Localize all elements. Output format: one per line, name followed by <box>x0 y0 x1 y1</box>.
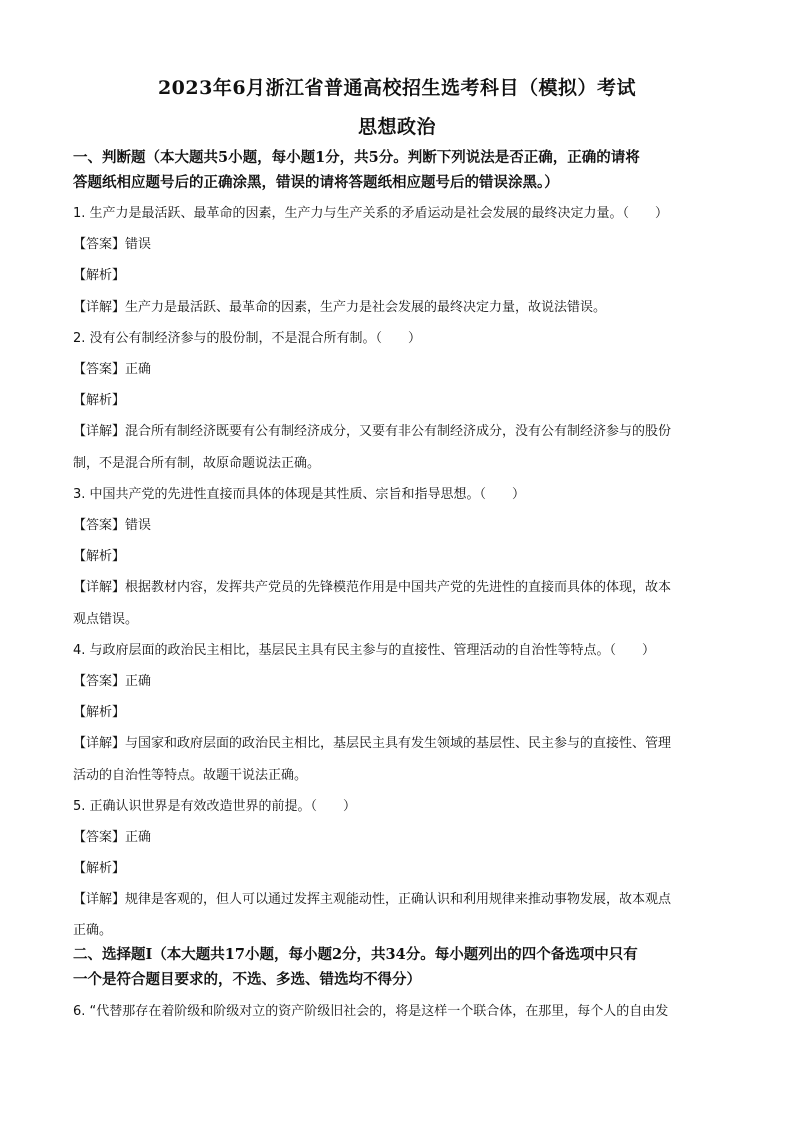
question-1-detail <box>73 296 743 315</box>
question-2-answer <box>73 358 743 377</box>
question-5-stem: 5. 正确认识世界是有效改造世界的前提。（ ） <box>73 799 357 814</box>
question-5-answer <box>73 826 743 845</box>
question-6-stem: 6. “代替那存在着阶级和阶级对立的资产阶级旧社会的，将是这样一个联合体，在那里，每个人的自由发 <box>73 1004 669 1019</box>
answer-label: 【答案】 <box>73 830 126 845</box>
question-1-analysis: 【解析】 <box>73 268 126 283</box>
answer-value: 正确 <box>125 830 152 845</box>
detail-text: 生产力是最活跃、最革命的因素，生产力是社会发展的最终决定力量，故说法错误。 <box>125 300 607 315</box>
question-2-detail-cont: 制，不是混合所有制，故原命题说法正确。 <box>73 456 321 471</box>
answer-label: 【答案】 <box>73 674 126 689</box>
detail-text: 根据教材内容，发挥共产党员的先锋模范作用是中国共产党的先进性的直接而具体的体现，故本 <box>125 580 672 595</box>
question-3-stem: 3. 中国共产党的先进性直接而具体的体现是其性质、宗旨和指导思想。（ ） <box>73 487 526 502</box>
detail-text: 与国家和政府层面的政治民主相比，基层民主具有发生领域的基层性、民主参与的直接性、管理 <box>125 736 672 751</box>
question-1-stem: 1. 生产力是最活跃、最革命的因素，生产力与生产关系的矛盾运动是社会发展的最终决定力量。（ ） <box>73 206 669 221</box>
answer-value: 正确 <box>125 362 152 377</box>
answer-value: 正确 <box>125 674 152 689</box>
section-heading-line: 二、选择题Ⅰ（本大题共17小题，每小题2分，共34分。每小题列出的四个备选项中只有 <box>73 946 638 963</box>
detail-label: 【详解】 <box>73 736 126 751</box>
answer-value: 错误 <box>125 237 152 252</box>
question-4-analysis: 【解析】 <box>73 705 126 720</box>
section-heading-line: 一、判断题（本大题共5小题，每小题1分，共5分。判断下列说法是否正确，正确的请将 <box>73 149 640 166</box>
question-4-detail-cont: 活动的自治性等特点。故题干说法正确。 <box>73 768 308 783</box>
question-3-detail-cont: 观点错误。 <box>73 612 139 627</box>
detail-label: 【详解】 <box>73 580 126 595</box>
section-heading-line: 一个是符合题目要求的，不选、多选、错选均不得分） <box>73 971 421 988</box>
page-subtitle: 思想政治 <box>357 116 436 138</box>
question-2-detail <box>73 420 743 439</box>
question-5-detail-cont: 正确。 <box>73 923 113 938</box>
question-3-detail <box>73 576 743 595</box>
question-5-detail <box>73 888 743 907</box>
answer-label: 【答案】 <box>73 237 126 252</box>
detail-text: 混合所有制经济既要有公有制经济成分，又要有非公有制经济成分，没有公有制经济参与的股份 <box>125 424 672 439</box>
question-4-stem: 4. 与政府层面的政治民主相比，基层民主具有民主参与的直接性、管理活动的自治性等特点。（ ） <box>73 643 656 658</box>
answer-label: 【答案】 <box>73 362 126 377</box>
detail-text: 规律是客观的，但人可以通过发挥主观能动性，正确认识和利用规律来推动事物发展，故本观点 <box>125 892 672 907</box>
section-heading-choice <box>73 942 733 992</box>
question-4-detail <box>73 732 743 751</box>
question-3-analysis: 【解析】 <box>73 549 126 564</box>
question-2-analysis: 【解析】 <box>73 393 126 408</box>
answer-label: 【答案】 <box>73 518 126 533</box>
question-5-analysis: 【解析】 <box>73 861 126 876</box>
answer-value: 错误 <box>125 518 152 533</box>
question-1-answer <box>73 233 743 252</box>
detail-label: 【详解】 <box>73 892 126 907</box>
section-heading-judgement <box>73 145 733 195</box>
question-3-answer <box>73 514 743 533</box>
question-2-stem: 2. 没有公有制经济参与的股份制，不是混合所有制。（ ） <box>73 331 422 346</box>
page-title: 2023年6月浙江省普通高校招生选考科目（模拟）考试 <box>157 77 637 99</box>
question-4-answer <box>73 670 743 689</box>
detail-label: 【详解】 <box>73 424 126 439</box>
section-heading-line: 答题纸相应题号后的正确涂黑，错误的请将答题纸相应题号后的错误涂黑。） <box>73 174 559 191</box>
detail-label: 【详解】 <box>73 300 126 315</box>
